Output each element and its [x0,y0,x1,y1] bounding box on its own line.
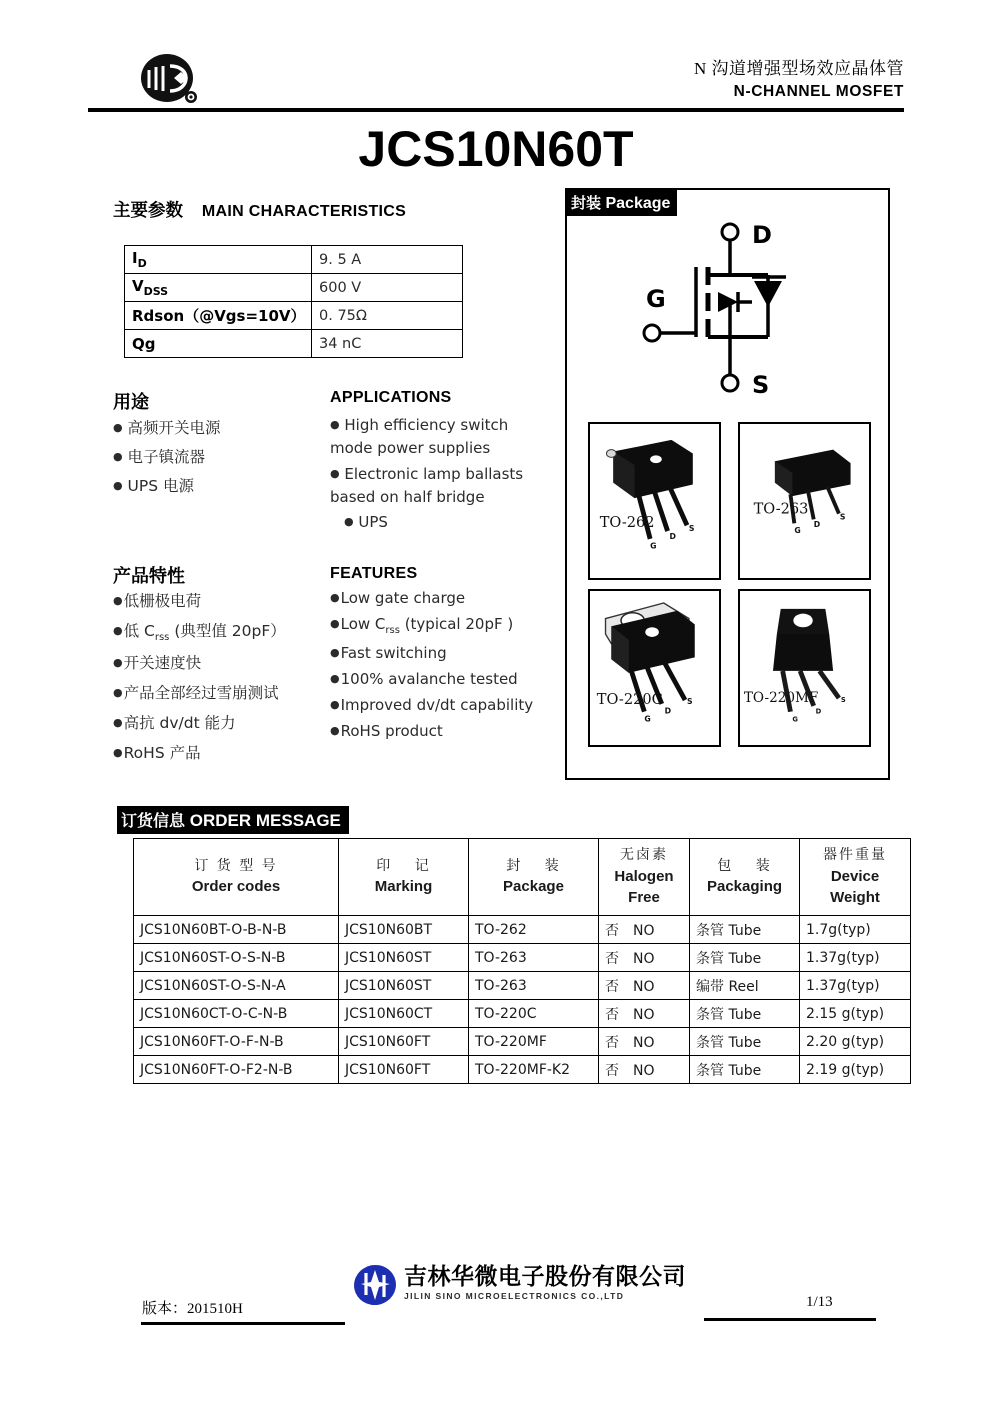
col-header-en-line1: Halogen [614,867,674,885]
cell-marking: JCS10N60CT [339,1000,469,1028]
cell-device-weight: 1.37g(typ) [800,944,911,972]
cell-device-weight: 1.37g(typ) [800,972,911,1000]
bullet-icon: ● [330,672,340,685]
cell-marking: JCS10N60FT [339,1028,469,1056]
list-item [330,511,545,534]
table-row [125,302,463,330]
list-item-label: RoHS 产品 [123,744,201,763]
page-title: JCS10N60T [358,121,634,177]
halogen-en: NO [633,978,655,995]
param-value-cell: 9. 5 A [312,246,463,274]
package-section-label [567,190,677,216]
list-item [330,696,555,714]
cell-halogen-free [599,1028,690,1056]
halogen-cn: 否 [605,1062,619,1079]
main-characteristics-heading [113,197,406,222]
halogen-cn: 否 [605,1034,619,1051]
list-item-label: UPS [358,513,388,531]
halogen-en: NO [633,1034,655,1051]
svg-text:S: S [688,524,695,534]
col-header-en: Packaging [706,878,783,896]
bullet-icon: ● [330,724,340,737]
cell-halogen-free [599,916,690,944]
svg-text:G: G [792,715,798,724]
list-item-label: Electronic lamp ballasts based on half bridge [330,464,524,506]
list-item-label: 低栅极电荷 [123,592,202,610]
cell-packaging [690,1000,800,1028]
halogen-cn: 否 [605,950,619,967]
header-title-cn: N 沟道增强型场效应晶体管 [693,59,904,78]
packaging-en: Tube [728,1062,762,1079]
list-item-label: UPS 电源 [127,477,195,495]
list-item [113,445,323,467]
company-name-cn: 吉林华微电子股份有限公司 [404,1264,686,1290]
cell-device-weight: 1.7g(typ) [800,916,911,944]
mosfet-symbol-icon [600,215,860,400]
halogen-en: NO [633,1062,655,1079]
packaging-cn: 条管 [696,1034,724,1051]
halogen-en: NO [633,1006,655,1023]
col-header-cn: 包 装 [717,857,772,874]
packaging-en: Reel [728,978,759,995]
table-row [125,246,463,274]
order-message-label [117,806,349,834]
cell-packaging [690,1056,800,1084]
list-item [113,651,328,673]
list-item-label: Improved dv/dt capability [340,696,534,714]
features-list-en [330,589,555,748]
list-item [330,722,555,740]
cell-package: TO-220MF-K2 [469,1056,599,1084]
table-row [134,944,911,972]
package-label-en: Package [605,195,671,212]
table-row [125,330,463,358]
main-characteristics-heading-cn: 主要参数 [113,201,183,221]
bullet-icon: ● [330,466,340,480]
bullet-icon: ● [330,418,340,431]
svg-text:G: G [794,526,801,536]
col-header-en: Package [503,878,564,896]
features-list-cn [113,589,328,771]
packaging-en: Tube [728,950,762,967]
packaging-cn: 条管 [696,1006,724,1023]
order-message-table [133,838,911,1084]
order-label-en: ORDER MESSAGE [189,811,341,830]
packaging-cn: 条管 [696,922,724,939]
cell-marking: JCS10N60BT [339,916,469,944]
halogen-cn: 否 [605,922,619,939]
svg-text:D: D [664,706,672,716]
header-subtitle-block [694,58,904,102]
col-header-order-codes [134,839,339,916]
cell-package: TO-262 [469,916,599,944]
cell-device-weight: 2.19 g(typ) [800,1056,911,1084]
packaging-cn: 编带 [696,978,724,995]
svg-text:G: G [644,714,651,724]
list-item-label: 电子镇流器 [127,448,206,466]
package-label-cn: 封装 [571,194,602,212]
svg-text:S: S [752,371,770,399]
col-header-halogen-free [599,839,690,916]
company-footer-logo-icon [352,1262,398,1308]
packaging-en: Tube [728,1034,762,1051]
main-characteristics-table [124,245,463,358]
table-row [134,916,911,944]
header-divider [88,108,904,112]
cell-halogen-free [599,1056,690,1084]
list-item [113,589,328,611]
order-message-body [134,916,911,1084]
halogen-en: NO [633,950,655,967]
cell-order-code: JCS10N60ST-O-S-N-B [134,944,339,972]
cell-package: TO-263 [469,972,599,1000]
package-photo-to-262 [588,422,721,580]
list-item: ●低 $C_{rss}$ (典型值 20pF） [113,622,286,644]
svg-text:TO-263: TO-263 [753,501,809,518]
company-name-en: JILIN SINO MICROELECTRONICS CO.,LTD [404,1291,625,1302]
list-item-label: High efficiency switch mode power supplies [330,416,509,458]
list-item [330,589,555,607]
packaging-cn: 条管 [696,950,724,967]
bullet-icon: ● [113,624,123,637]
col-header-marking [339,839,469,916]
cell-device-weight: 2.15 g(typ) [800,1000,911,1028]
cell-package: TO-220MF [469,1028,599,1056]
bullet-icon: ● [330,646,340,659]
features-heading-en: FEATURES [330,565,418,582]
packaging-cn: 条管 [696,1062,724,1079]
svg-text:D: D [669,531,676,541]
list-item [113,681,328,703]
cell-packaging [690,1028,800,1056]
list-item [113,416,323,438]
svg-text:TO-220MF: TO-220MF [743,689,819,706]
list-item-label: 产品全部经过雪崩测试 [123,684,279,703]
svg-text:G: G [646,285,666,313]
bullet-icon: ● [113,656,123,670]
cell-package: TO-263 [469,944,599,972]
col-header-cn: 无卤素 [620,847,668,864]
cell-order-code: JCS10N60BT-O-B-N-B [134,916,339,944]
main-characteristics-heading-en: MAIN CHARACTERISTICS [201,203,407,220]
param-value-cell: 0. 75Ω [312,302,463,330]
svg-text:D: D [815,707,822,716]
col-header-en: Marking [374,878,433,896]
svg-text:S: S [839,512,846,522]
cell-packaging [690,916,800,944]
table-row [134,1056,911,1084]
list-item [330,670,555,688]
svg-text:G: G [650,541,657,551]
bullet-icon: ● [113,421,123,434]
list-item-label: 开关速度快 [123,654,202,673]
cell-marking: JCS10N60ST [339,972,469,1000]
order-label-cn: 订货信息 [121,811,186,830]
svg-text:S: S [686,696,693,706]
param-name-cell: Qg [125,330,312,358]
bullet-icon: ● [344,515,354,528]
cell-packaging [690,972,800,1000]
param-value-cell: 600 V [312,274,463,302]
bullet-icon: ● [113,686,123,700]
bullet-icon: ● [113,716,123,730]
svg-text:D: D [752,221,772,249]
col-header-en: Order codes [191,878,281,896]
halogen-cn: 否 [605,1006,619,1023]
col-header-device-weight [800,839,911,916]
table-row [125,274,463,302]
applications-list-en [330,414,545,536]
list-item-label: 高抗 dv/dt 能力 [123,714,236,733]
cell-halogen-free [599,1000,690,1028]
cell-halogen-free [599,972,690,1000]
table-header-row [134,839,911,916]
halogen-cn: 否 [605,978,619,995]
col-header-cn: 封 装 [506,857,561,874]
list-item [330,463,545,510]
cell-package: TO-220C [469,1000,599,1028]
table-row [134,1028,911,1056]
list-item-label: Fast switching [340,644,447,662]
list-item [113,474,323,496]
col-header-en-line2: Weight [830,888,880,906]
list-item [330,644,555,662]
company-logo-icon [134,52,206,108]
cell-device-weight: 2.20 g(typ) [800,1028,911,1056]
list-item [330,414,545,461]
packaging-en: Tube [728,1006,762,1023]
header-title-en: N-CHANNEL MOSFET [733,83,904,101]
bullet-icon: ● [330,698,340,711]
list-item [113,741,328,763]
table-row [134,972,911,1000]
applications-heading-cn: 用途 [113,392,149,413]
param-value-cell: 34 nC [312,330,463,358]
col-header-en-line1: Device [830,867,880,885]
cell-marking: JCS10N60ST [339,944,469,972]
col-header-en-line2: Free [628,888,660,906]
halogen-en: NO [633,922,655,939]
col-header-package [469,839,599,916]
packaging-en: Tube [728,922,762,939]
footer-divider-left [141,1322,345,1325]
param-name-cell: $I_D$ [125,246,312,274]
company-name-block [404,1265,704,1301]
package-photo-to-220c [588,589,721,747]
svg-text:S: S [840,695,846,704]
param-name-cell: $V_{DSS}$ [125,274,312,302]
cell-order-code: JCS10N60CT-O-C-N-B [134,1000,339,1028]
footer-divider-right [704,1318,876,1321]
page-number: 1/13 [806,1294,833,1310]
cell-halogen-free [599,944,690,972]
applications-heading-en: APPLICATIONS [330,389,452,406]
features-heading-cn: 产品特性 [113,566,185,587]
bullet-icon: ● [113,450,123,463]
svg-text:D: D [813,520,821,530]
cell-order-code: JCS10N60FT-O-F2-N-B [134,1056,339,1084]
list-item-label: RoHS product [340,722,443,740]
list-item-label: 高频开关电源 [127,419,221,437]
document-version: 版本：201510H [142,1301,243,1317]
list-item-label: Low gate charge [340,589,466,607]
svg-text:TO-262: TO-262 [599,515,655,532]
cell-packaging [690,944,800,972]
cell-marking: JCS10N60FT [339,1056,469,1084]
package-photo-to-263 [738,422,871,580]
bullet-icon: ● [330,617,340,630]
bullet-icon: ● [113,746,123,760]
bullet-icon: ● [113,594,123,607]
col-header-packaging [690,839,800,916]
svg-text:TO-220C: TO-220C [596,691,663,708]
col-header-cn: 印 记 [376,857,431,874]
list-item [113,711,328,733]
list-item-label: 100% avalanche tested [340,670,518,688]
applications-list-cn [113,416,323,503]
col-header-cn: 器件重量 [823,847,887,864]
col-header-cn: 订 货 型 号 [194,857,278,874]
cell-order-code: JCS10N60FT-O-F-N-B [134,1028,339,1056]
table-row [134,1000,911,1028]
param-name-cell: Rdson（@Vgs=10V） [125,302,312,330]
list-item: ●Low $C_{rss}$ (typical 20pF ) [330,615,514,636]
bullet-icon: ● [113,479,123,492]
bullet-icon: ● [330,591,340,604]
package-photo-to-220mf [738,589,871,747]
cell-order-code: JCS10N60ST-O-S-N-A [134,972,339,1000]
